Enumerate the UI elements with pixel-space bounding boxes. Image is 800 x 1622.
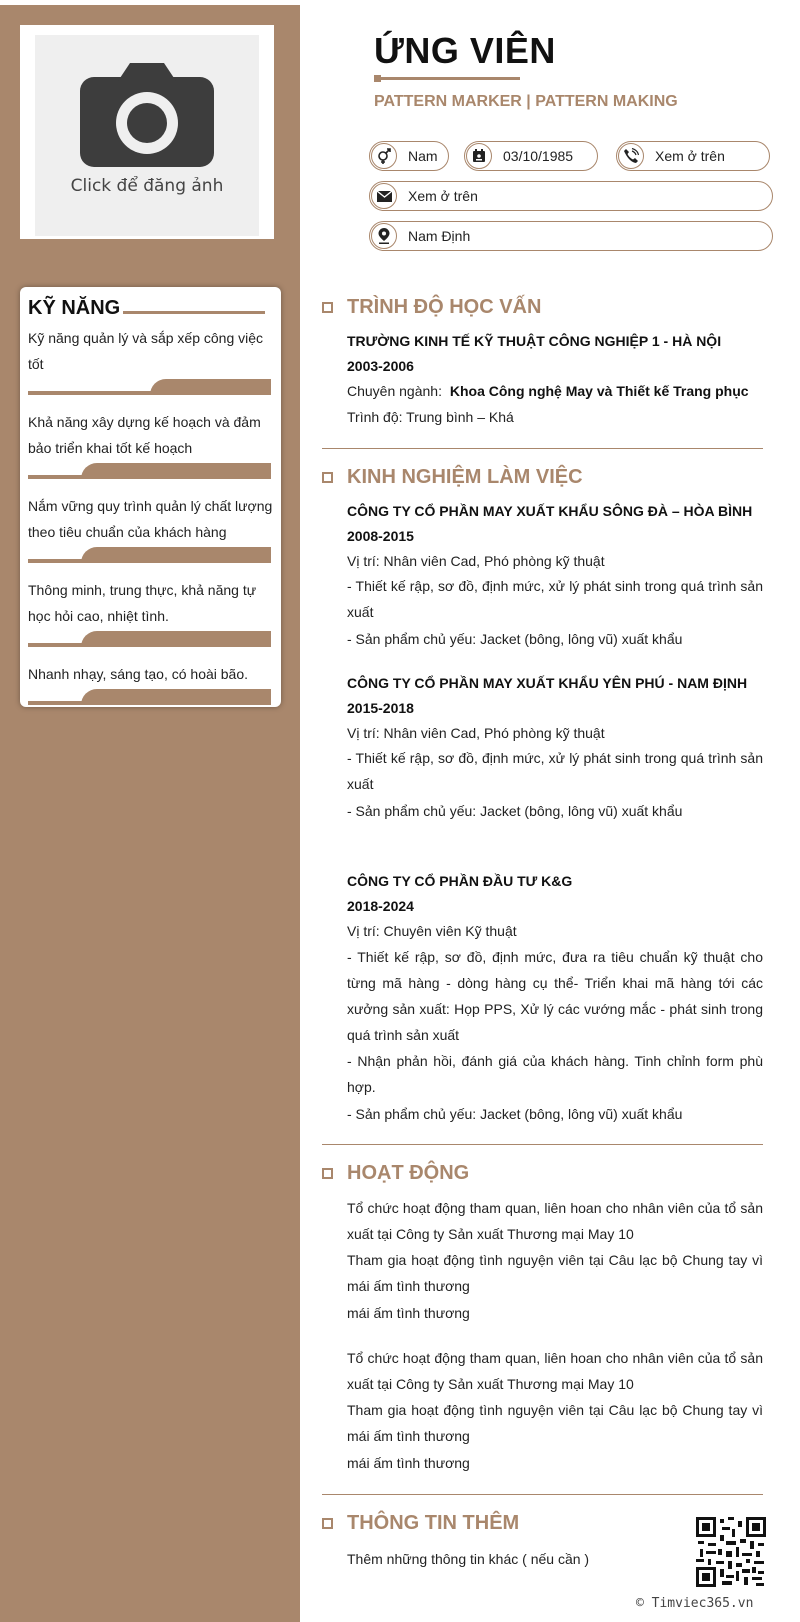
skill-level-bar bbox=[28, 463, 271, 479]
skill-level-bar bbox=[28, 379, 271, 395]
job-detail: - Thiết kế rập, sơ đồ, định mức, xử lý phát sinh trong quá trình sản xuất bbox=[347, 578, 763, 620]
education-level: Trình độ: Trung bình – Khá bbox=[347, 409, 514, 425]
birthday-field[interactable] bbox=[464, 141, 598, 171]
activity-text: Tổ chức hoạt động tham quan, liên hoan cho nhân viên của tổ sản xuất tại Công ty Sản xuất Thương mại May 10 bbox=[347, 1200, 763, 1242]
skill-level-bar bbox=[28, 547, 271, 563]
job-position: Vị trí: Nhân viên Cad, Phó phòng kỹ thuật bbox=[347, 553, 605, 569]
skills-card bbox=[20, 287, 281, 707]
envelope-icon bbox=[371, 183, 397, 209]
section-divider bbox=[322, 1144, 763, 1145]
activity-text: mái ấm tình thương bbox=[347, 1305, 470, 1321]
job-detail: - Thiết kế rập, sơ đồ, định mức, đưa ra tiêu chuẩn kỹ thuật cho từng mã hàng - dòng hàng cụ thể- Triển khai mã hàng tới các xưởng sản xuất: Họp PPS, Xử lý các vướng mắc - phát sinh trong quá trình sản xuất bbox=[347, 949, 763, 1043]
job-title: PATTERN MARKER | PATTERN MAKING bbox=[374, 93, 678, 110]
photo-upload[interactable] bbox=[20, 25, 274, 239]
skill-text: Khả năng xây dựng kế hoạch và đảm bảo triển khai tốt kế hoạch bbox=[28, 414, 261, 456]
skill-text: Nhanh nhạy, sáng tạo, có hoài bão. bbox=[28, 666, 249, 682]
section-divider bbox=[322, 448, 763, 449]
email-field[interactable] bbox=[369, 181, 773, 211]
job-period: 2008-2015 bbox=[347, 528, 414, 544]
major-value: Khoa Công nghệ May và Thiết kế Trang phục bbox=[449, 383, 749, 399]
section-title: HOẠT ĐỘNG bbox=[347, 1162, 470, 1184]
section-title: KINH NGHIỆM LÀM VIỆC bbox=[347, 466, 583, 488]
school-name: TRƯỜNG KINH TẾ KỸ THUẬT CÔNG NGHIỆP 1 - HÀ NỘI bbox=[347, 333, 722, 349]
photo-placeholder[interactable] bbox=[35, 35, 259, 236]
skill-level-bar bbox=[28, 631, 271, 647]
address-field[interactable] bbox=[369, 221, 773, 251]
phone-value: Xem ở trên bbox=[655, 148, 725, 164]
section-bullet-icon bbox=[322, 472, 333, 483]
name-underline bbox=[374, 77, 520, 80]
gender-icon bbox=[371, 143, 397, 169]
skill-item bbox=[28, 409, 273, 461]
major-label: Chuyên ngành: bbox=[347, 383, 442, 399]
skill-item bbox=[28, 493, 273, 545]
skills-title: KỸ NĂNG bbox=[28, 297, 121, 319]
gender-value: Nam bbox=[408, 148, 438, 164]
skill-item bbox=[28, 325, 273, 377]
job-detail: - Nhận phản hồi, đánh giá của khách hàng. Tinh chỉnh form phù hợp. bbox=[347, 1053, 763, 1095]
section-bullet-icon bbox=[322, 1168, 333, 1179]
job-position: Vị trí: Nhân viên Cad, Phó phòng kỹ thuật bbox=[347, 725, 605, 741]
skills-title-divider bbox=[123, 311, 265, 314]
activity-text: Tham gia hoạt động tình nguyện viên tại Câu lạc bộ Chung tay vì mái ấm tình thương bbox=[347, 1402, 763, 1444]
skill-item bbox=[28, 661, 273, 687]
location-pin-icon bbox=[371, 223, 397, 249]
major-line bbox=[347, 383, 749, 399]
candidate-name: ỨNG VIÊN bbox=[374, 30, 556, 71]
activity-text: Tổ chức hoạt động tham quan, liên hoan cho nhân viên của tổ sản xuất tại Công ty Sản xuất Thương mại May 10 bbox=[347, 1350, 763, 1392]
photo-caption: Click để đăng ảnh bbox=[70, 176, 224, 196]
job-detail: - Sản phẩm chủ yếu: Jacket (bông, lông vũ) xuất khẩu bbox=[347, 803, 683, 819]
extra-text: Thêm những thông tin khác ( nếu cần ) bbox=[347, 1551, 590, 1567]
company-name: CÔNG TY CỔ PHẦN ĐẦU TƯ K&G bbox=[347, 873, 573, 889]
skill-text: Thông minh, trung thực, khả năng tự học hỏi cao, nhiệt tình. bbox=[28, 582, 257, 624]
section-bullet-icon bbox=[322, 302, 333, 313]
job-period: 2015-2018 bbox=[347, 700, 414, 716]
skill-text: Kỹ năng quản lý và sắp xếp công việc tốt bbox=[28, 330, 264, 372]
phone-field[interactable] bbox=[616, 141, 770, 171]
skill-item bbox=[28, 577, 273, 629]
camera-icon bbox=[80, 63, 214, 167]
job-detail: - Thiết kế rập, sơ đồ, định mức, xử lý phát sinh trong quá trình sản xuất bbox=[347, 750, 763, 792]
address-value: Nam Định bbox=[408, 228, 471, 244]
phone-icon bbox=[618, 143, 644, 169]
job-detail: - Sản phẩm chủ yếu: Jacket (bông, lông vũ) xuất khẩu bbox=[347, 631, 683, 647]
gender-field[interactable] bbox=[369, 141, 449, 171]
activity-text: Tham gia hoạt động tình nguyện viên tại Câu lạc bộ Chung tay vì mái ấm tình thương bbox=[347, 1252, 763, 1294]
job-period: 2018-2024 bbox=[347, 898, 414, 914]
birthday-value: 03/10/1985 bbox=[503, 148, 574, 164]
qr-code-icon bbox=[696, 1517, 766, 1587]
watermark: © Timviec365.vn bbox=[636, 1596, 754, 1611]
job-detail: - Sản phẩm chủ yếu: Jacket (bông, lông vũ) xuất khẩu bbox=[347, 1106, 683, 1122]
section-bullet-icon bbox=[322, 1518, 333, 1529]
company-name: CÔNG TY CỔ PHẦN MAY XUẤT KHẨU YÊN PHÚ - NAM ĐỊNH bbox=[347, 675, 748, 691]
calendar-icon bbox=[466, 143, 492, 169]
activity-text: mái ấm tình thương bbox=[347, 1455, 470, 1471]
section-title: THÔNG TIN THÊM bbox=[347, 1512, 520, 1534]
education-period: 2003-2006 bbox=[347, 358, 414, 374]
section-divider bbox=[322, 1494, 763, 1495]
email-value: Xem ở trên bbox=[408, 188, 478, 204]
company-name: CÔNG TY CỔ PHẦN MAY XUẤT KHẨU SÔNG ĐÀ – HÒA BÌNH bbox=[347, 503, 753, 519]
skill-level-bar bbox=[28, 689, 271, 705]
skill-text: Nắm vững quy trình quản lý chất lượng theo tiêu chuẩn của khách hàng bbox=[28, 498, 273, 540]
sidebar bbox=[0, 5, 300, 1622]
section-title: TRÌNH ĐỘ HỌC VẤN bbox=[347, 296, 542, 318]
job-position: Vị trí: Chuyên viên Kỹ thuật bbox=[347, 923, 517, 939]
